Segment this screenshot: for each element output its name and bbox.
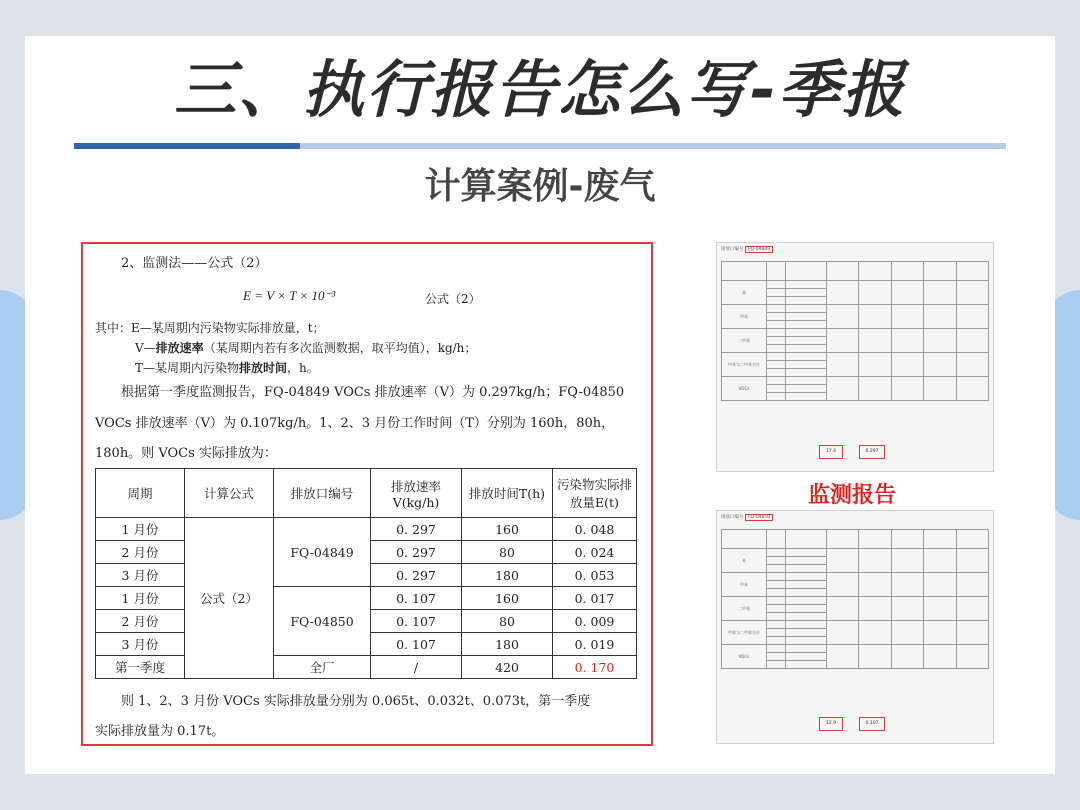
cell-time: 160 (462, 518, 553, 541)
cell-rate: 0. 107 (371, 587, 462, 610)
thumb-top-highlight-a: 17.4 (819, 445, 843, 459)
paragraph-line-1: 根据第一季度监测报告，FQ-04849 VOCs 排放速率（V）为 0.297kg/h；FQ-04850 (121, 385, 625, 400)
definition-t-term: 排放时间 (239, 361, 288, 375)
monitoring-report-label: 监测报告 (808, 483, 897, 508)
cell-outlet-b: FQ-04850 (274, 587, 371, 656)
cell-amount-total: 0. 170 (553, 656, 637, 679)
thumb-bottom-outlet-id: FQ-04850 (745, 514, 773, 521)
monitoring-report-thumbnail-bottom (716, 510, 994, 744)
definition-t-desc: ，h。 (287, 361, 319, 375)
thumb-top-row-label: 甲苯与二甲苯合计 (722, 353, 767, 377)
thumb-bottom-row-label: 苯 (722, 549, 767, 573)
cell-rate: 0. 297 (371, 564, 462, 587)
thumb-bottom-row-label: 甲苯 (722, 573, 767, 597)
conclusion-line-1: 则 1、2、3 月份 VOCs 实际排放量分别为 0.065t、0.032t、0.073t，第一季度 (121, 694, 591, 709)
header-amount: 污染物实际排放量E(t) (553, 469, 637, 518)
definition-v-prefix: V— (135, 341, 156, 355)
definition-t-prefix: T—某周期内污染物 (135, 361, 240, 375)
cell-time-total: 420 (462, 656, 553, 679)
header-time: 排放时间T(h) (462, 469, 553, 518)
thumb-bottom-highlight-b: 0.107 (859, 717, 885, 731)
paragraph-line-2: VOCs 排放速率（V）为 0.107kg/h。1、2、3 月份工作时间（T）分别为 160h，80h， (95, 416, 615, 431)
cell-time: 80 (462, 541, 553, 564)
definition-v-term: 排放速率 (155, 341, 204, 355)
definition-v (135, 339, 476, 356)
slide-subtitle: 计算案例-废气 (424, 166, 656, 207)
cell-formula: 公式（2） (185, 518, 274, 679)
table-header-row (96, 469, 637, 518)
thumb-top-row-label: VOCs (722, 377, 767, 401)
cell-outlet-total: 全厂 (274, 656, 371, 679)
title-underline-accent (74, 143, 300, 149)
table-row (96, 518, 637, 541)
thumb-top-row-label: 甲苯 (722, 305, 767, 329)
thumb-bottom-row-label: 二甲苯 (722, 597, 767, 621)
title-underline (300, 143, 1006, 149)
thumb-top-row-label: 二甲苯 (722, 329, 767, 353)
cell-rate: 0. 297 (371, 518, 462, 541)
formula: E = V × T × 10⁻³ (243, 288, 336, 303)
cell-amount: 0. 048 (553, 518, 637, 541)
cell-time: 180 (462, 633, 553, 656)
emission-calculation-table (95, 468, 637, 679)
cell-period: 2 月份 (96, 610, 185, 633)
cell-amount: 0. 019 (553, 633, 637, 656)
header-formula: 计算公式 (185, 469, 274, 518)
table-row (96, 587, 637, 610)
monitoring-report-thumbnail-top (716, 242, 994, 472)
cell-time: 80 (462, 610, 553, 633)
conclusion-line-2: 实际排放量为 0.17t。 (95, 724, 225, 739)
thumb-bottom-outlet-label: 排放口编号 FQ-04850 (721, 514, 773, 520)
thumb-top-table (721, 261, 989, 401)
cell-rate-total: / (371, 656, 462, 679)
header-rate: 排放速率V(kg/h) (371, 469, 462, 518)
cell-rate: 0. 107 (371, 610, 462, 633)
cell-amount: 0. 053 (553, 564, 637, 587)
cell-rate: 0. 107 (371, 633, 462, 656)
thumb-bottom-table (721, 529, 989, 669)
thumb-top-row-label: 苯 (722, 281, 767, 305)
thumb-bottom-row-label: VOCs (722, 645, 767, 669)
definition-t (135, 359, 319, 376)
cell-period: 3 月份 (96, 564, 185, 587)
formula-tag: 公式（2） (425, 292, 481, 306)
header-outlet: 排放口编号 (274, 469, 371, 518)
cell-amount: 0. 017 (553, 587, 637, 610)
thumb-bottom-highlight-a: 12.9 (819, 717, 843, 731)
slide-title: 三、执行报告怎么写-季报 (174, 53, 906, 126)
cell-period-total: 第一季度 (96, 656, 185, 679)
calculation-document (81, 242, 653, 746)
cell-time: 180 (462, 564, 553, 587)
header-period: 周期 (96, 469, 185, 518)
thumb-top-outlet-id: FQ-04849 (745, 246, 773, 253)
table-total-row (96, 656, 637, 679)
cell-period: 2 月份 (96, 541, 185, 564)
cell-rate: 0. 297 (371, 541, 462, 564)
cell-amount: 0. 024 (553, 541, 637, 564)
paragraph-line-3: 180h。则 VOCs 实际排放为： (95, 446, 277, 461)
cell-period: 1 月份 (96, 587, 185, 610)
thumb-top-outlet-label: 排放口编号 FQ-04849 (721, 246, 773, 252)
definition-v-desc: （某周期内若有多次监测数据，取平均值），kg/h； (203, 341, 477, 355)
cell-period: 3 月份 (96, 633, 185, 656)
cell-period: 1 月份 (96, 518, 185, 541)
cell-amount: 0. 009 (553, 610, 637, 633)
cell-outlet-a: FQ-04849 (274, 518, 371, 587)
thumb-bottom-row-label: 甲苯与二甲苯合计 (722, 621, 767, 645)
definition-e: 其中：E—某周期内污染物实际排放量，t； (95, 321, 325, 335)
doc-heading: 2、监测法——公式（2） (121, 256, 268, 271)
thumb-top-highlight-b: 0.297 (859, 445, 885, 459)
cell-time: 160 (462, 587, 553, 610)
